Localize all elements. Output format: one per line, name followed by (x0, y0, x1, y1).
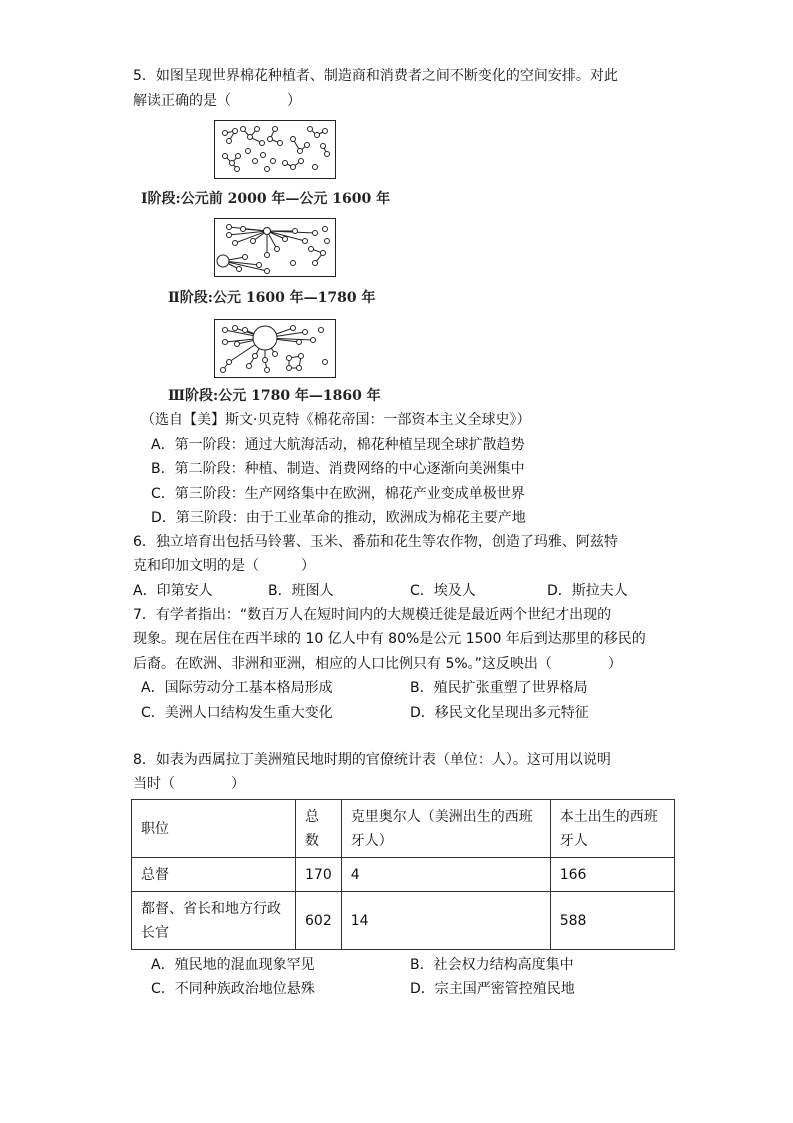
q8-option-a[interactable]: A．殖民地的混血现象罕见 (151, 957, 315, 973)
table-header-cell: 本土出生的西班牙人 (550, 800, 674, 858)
stage1-network-diagram (214, 120, 336, 179)
stage2-network-diagram (214, 218, 336, 277)
q5-source: （选自【美】斯文·贝克特《棉花帝国：一部资本主义全球史》） (141, 412, 531, 428)
q6-option-c[interactable]: C．埃及人 (410, 583, 476, 599)
table-header-row (132, 800, 675, 858)
q7-option-c[interactable]: C．美洲人口结构发生重大变化 (141, 705, 333, 721)
q6-stem-line1: 6．独立培育出包括马铃薯、玉米、番茄和花生等农作物，创造了玛雅、阿兹特 (133, 534, 618, 550)
table-cell: 14 (341, 892, 550, 950)
table-row (132, 892, 675, 950)
table-cell: 588 (550, 892, 674, 950)
table-header-cell: 职位 (132, 800, 296, 858)
q8-stem-line1: 8．如表为西属拉丁美洲殖民地时期的官僚统计表（单位：人）。这可用以说明 (133, 752, 611, 768)
stage3-network-diagram (214, 319, 336, 378)
q6-option-d[interactable]: D．斯拉夫人 (547, 583, 628, 599)
table-row (132, 858, 675, 892)
q5-option-d[interactable]: D．第三阶段：由于工业革命的推动，欧洲成为棉花主要产地 (151, 510, 526, 526)
q5-option-b[interactable]: B．第二阶段：种植、制造、消费网络的中心逐渐向美洲集中 (151, 461, 525, 477)
q6-option-a[interactable]: A．印第安人 (133, 583, 213, 599)
q8-option-b[interactable]: B．社会权力结构高度集中 (410, 957, 574, 973)
stage2-caption: Ⅱ阶段:公元 1600 年—1780 年 (168, 290, 376, 306)
officials-table (131, 799, 675, 950)
table-cell: 4 (341, 858, 550, 892)
q7-option-d[interactable]: D．移民文化呈现出多元特征 (410, 705, 589, 721)
q7-stem-line3: 后裔。在欧洲、非洲和亚洲，相应的人口比例只有 5%。”这反映出（ ） (133, 656, 622, 672)
stage1-caption: Ⅰ阶段:公元前 2000 年—公元 1600 年 (141, 191, 391, 207)
q7-option-b[interactable]: B．殖民扩张重塑了世界格局 (410, 680, 588, 696)
table-cell: 170 (296, 858, 342, 892)
q7-stem-line1: 7．有学者指出：“数百万人在短时间内的大规模迁徙是最近两个世纪才出现的 (133, 607, 612, 623)
q7-stem-line2: 现象。现在居住在西半球的 10 亿人中有 80%是公元 1500 年后到达那里的移民的 (133, 631, 646, 647)
q8-option-d[interactable]: D．宗主国严密管控殖民地 (410, 981, 575, 997)
table-cell: 602 (296, 892, 342, 950)
table-header-cell: 克里奥尔人（美洲出生的西班牙人） (341, 800, 550, 858)
q8-option-c[interactable]: C．不同种族政治地位悬殊 (151, 981, 315, 997)
q5-stem-line2: 解读正确的是（ ） (133, 93, 301, 109)
table-cell: 总督 (132, 858, 296, 892)
q5-option-c[interactable]: C．第三阶段：生产网络集中在欧洲，棉花产业变成单极世界 (151, 486, 525, 502)
q6-option-b[interactable]: B．班图人 (268, 583, 334, 599)
q8-stem-line2: 当时（ ） (133, 776, 245, 792)
q6-stem-line2: 克和印加文明的是（ ） (133, 558, 315, 574)
stage3-caption: Ⅲ阶段:公元 1780 年—1860 年 (168, 388, 381, 404)
q5-stem-line1: 5．如图呈现世界棉花种植者、制造商和消费者之间不断变化的空间安排。对此 (133, 68, 618, 84)
table-cell: 166 (550, 858, 674, 892)
q5-option-a[interactable]: A．第一阶段：通过大航海活动，棉花种植呈现全球扩散趋势 (151, 437, 525, 453)
table-cell: 都督、省长和地方行政长官 (132, 892, 296, 950)
q7-option-a[interactable]: A．国际劳动分工基本格局形成 (141, 680, 333, 696)
table-header-cell: 总数 (296, 800, 342, 858)
